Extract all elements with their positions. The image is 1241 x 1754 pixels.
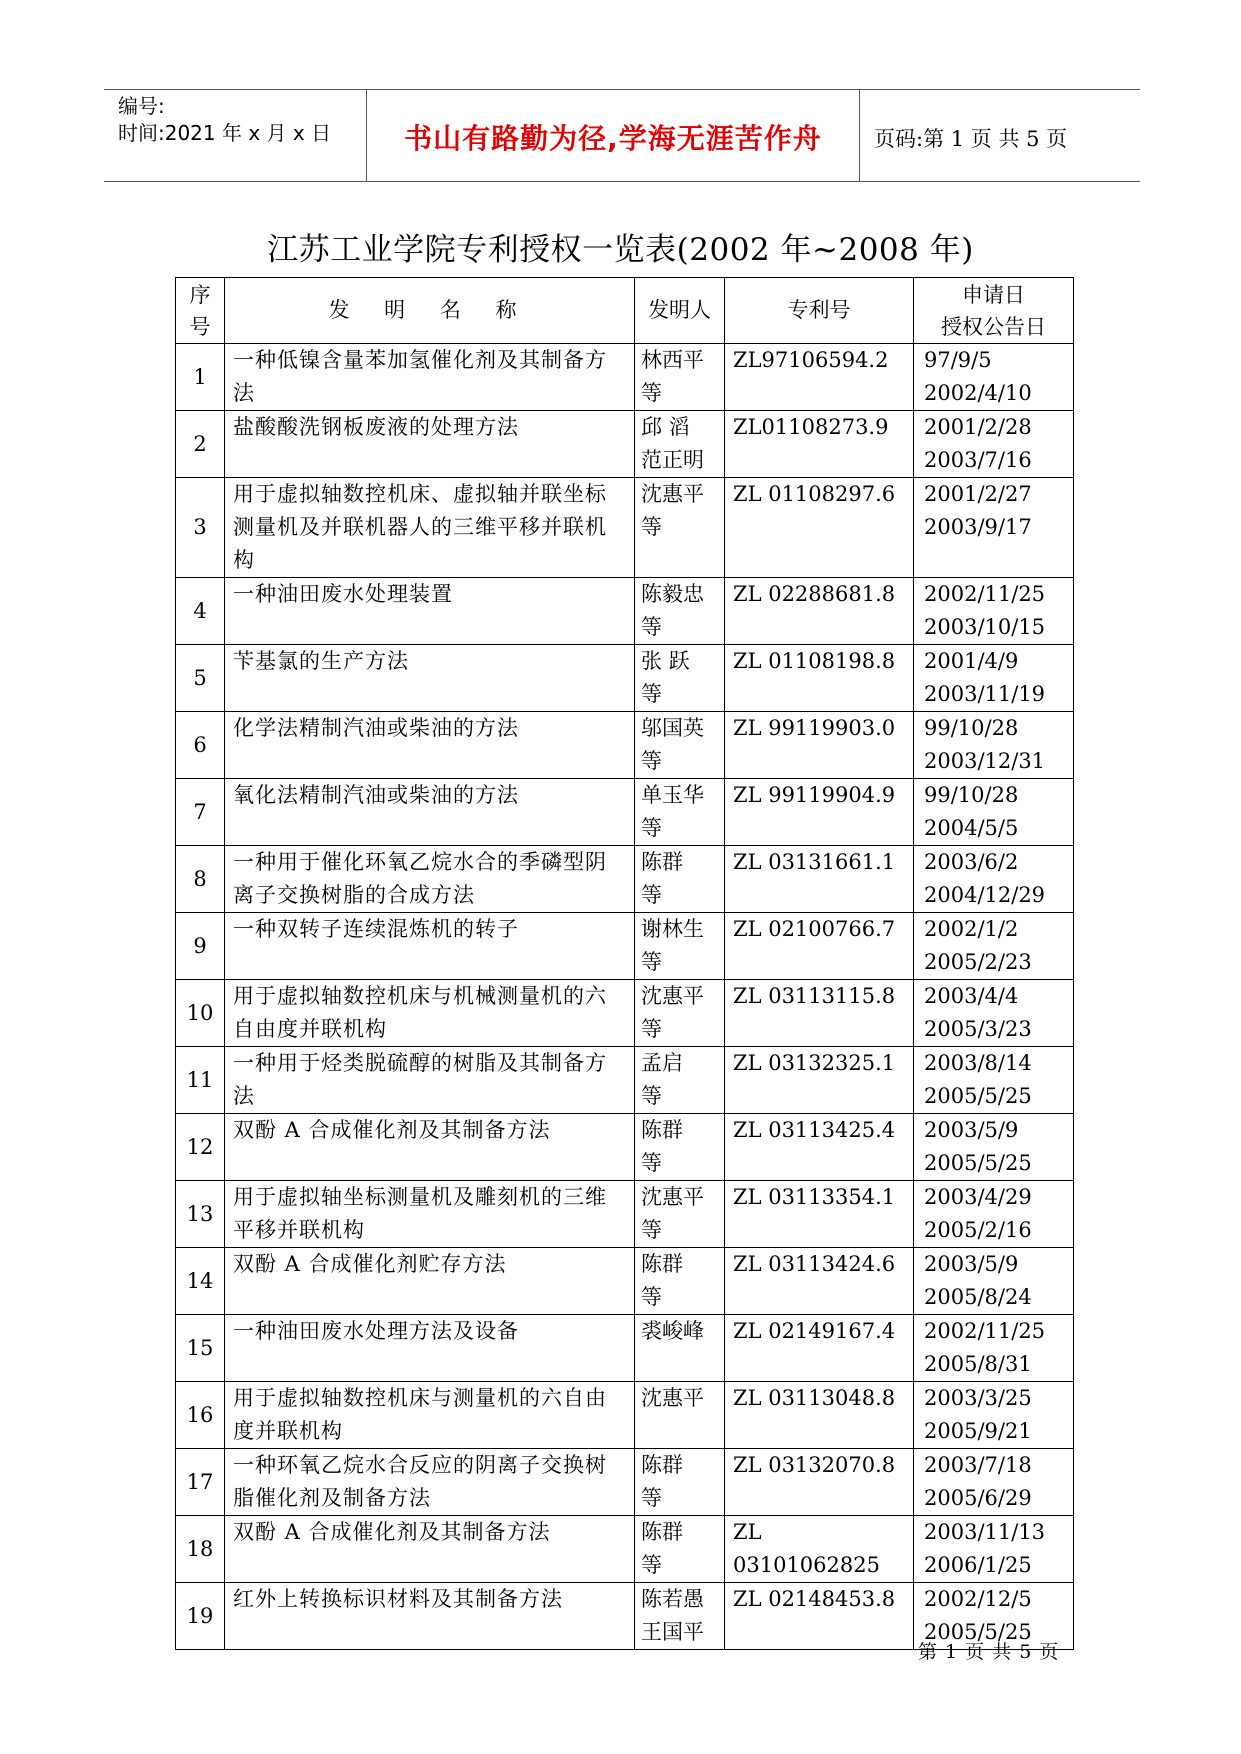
number-label: 编号: bbox=[118, 94, 165, 118]
cell-inventor: 孟启 等 bbox=[635, 1047, 725, 1114]
cell-inventor: 陈毅忠 等 bbox=[635, 578, 725, 645]
cell-name: 用于虚拟轴数控机床、虚拟轴并联坐标测量机及并联机器人的三维平移并联机构 bbox=[225, 478, 635, 578]
cell-patent-no: ZL 03113424.6 bbox=[725, 1248, 914, 1315]
header-name-label: 发 明 名 称 bbox=[328, 298, 531, 322]
header-name bbox=[225, 278, 635, 344]
table-row bbox=[176, 1047, 1074, 1114]
table-row bbox=[176, 1449, 1074, 1516]
cell-inventor: 裘峻峰 bbox=[635, 1315, 725, 1382]
cell-inventor: 单玉华 等 bbox=[635, 779, 725, 846]
table-row bbox=[176, 578, 1074, 645]
cell-name: 用于虚拟轴数控机床与测量机的六自由度并联机构 bbox=[225, 1382, 635, 1449]
cell-name: 一种环氧乙烷水合反应的阴离子交换树脂催化剂及制备方法 bbox=[225, 1449, 635, 1516]
cell-patent-no: ZL 03101062825 bbox=[725, 1516, 914, 1583]
cell-patent-no: ZL 99119903.0 bbox=[725, 712, 914, 779]
header-divider bbox=[859, 90, 860, 182]
cell-patent-no: ZL 03113425.4 bbox=[725, 1114, 914, 1181]
cell-no: 2 bbox=[176, 411, 225, 478]
table-row bbox=[176, 1248, 1074, 1315]
cell-name: 一种用于烃类脱硫醇的树脂及其制备方法 bbox=[225, 1047, 635, 1114]
cell-patent-no: ZL 01108198.8 bbox=[725, 645, 914, 712]
cell-inventor: 陈群 等 bbox=[635, 1248, 725, 1315]
header-no: 序 号 bbox=[176, 278, 225, 344]
table-row bbox=[176, 478, 1074, 578]
cell-dates: 2003/8/14 2005/5/25 bbox=[914, 1047, 1074, 1114]
cell-patent-no: ZL 03113048.8 bbox=[725, 1382, 914, 1449]
cell-name: 双酚 A 合成催化剂及其制备方法 bbox=[225, 1516, 635, 1583]
cell-patent-no: ZL 03131661.1 bbox=[725, 846, 914, 913]
cell-dates: 2002/11/25 2005/8/31 bbox=[914, 1315, 1074, 1382]
cell-no: 14 bbox=[176, 1248, 225, 1315]
cell-dates: 2003/11/13 2006/1/25 bbox=[914, 1516, 1074, 1583]
table-row bbox=[176, 1516, 1074, 1583]
table-row bbox=[176, 913, 1074, 980]
cell-name: 用于虚拟轴坐标测量机及雕刻机的三维平移并联机构 bbox=[225, 1181, 635, 1248]
table-row bbox=[176, 411, 1074, 478]
cell-patent-no: ZL 02100766.7 bbox=[725, 913, 914, 980]
header-inventor: 发明人 bbox=[635, 278, 725, 344]
cell-patent-no: ZL 02149167.4 bbox=[725, 1315, 914, 1382]
cell-name: 一种油田废水处理方法及设备 bbox=[225, 1315, 635, 1382]
table-row bbox=[176, 1181, 1074, 1248]
cell-inventor: 张 跃 等 bbox=[635, 645, 725, 712]
header-patent-no: 专利号 bbox=[725, 278, 914, 344]
cell-inventor: 林西平 等 bbox=[635, 344, 725, 411]
cell-no: 13 bbox=[176, 1181, 225, 1248]
cell-patent-no: ZL 01108297.6 bbox=[725, 478, 914, 578]
cell-patent-no: ZL 03132070.8 bbox=[725, 1449, 914, 1516]
table-row bbox=[176, 712, 1074, 779]
cell-dates: 2003/6/2 2004/12/29 bbox=[914, 846, 1074, 913]
header-dates: 申请日 授权公告日 bbox=[914, 278, 1074, 344]
cell-dates: 2002/11/25 2003/10/15 bbox=[914, 578, 1074, 645]
cell-no: 15 bbox=[176, 1315, 225, 1382]
cell-inventor: 陈群 等 bbox=[635, 846, 725, 913]
cell-dates: 2001/2/28 2003/7/16 bbox=[914, 411, 1074, 478]
cell-inventor: 沈惠平 等 bbox=[635, 980, 725, 1047]
cell-no: 9 bbox=[176, 913, 225, 980]
cell-inventor: 邬国英 等 bbox=[635, 712, 725, 779]
cell-no: 17 bbox=[176, 1449, 225, 1516]
cell-inventor: 陈群 等 bbox=[635, 1449, 725, 1516]
header-page-label: 页码:第 1 页 共 5 页 bbox=[874, 127, 1068, 151]
cell-inventor: 沈惠平 等 bbox=[635, 478, 725, 578]
document-title: 江苏工业学院专利授权一览表(2002 年~2008 年) bbox=[267, 232, 974, 268]
cell-inventor: 沈惠平 bbox=[635, 1382, 725, 1449]
cell-dates: 2003/5/9 2005/8/24 bbox=[914, 1248, 1074, 1315]
cell-patent-no: ZL 02148453.8 bbox=[725, 1583, 914, 1650]
cell-no: 5 bbox=[176, 645, 225, 712]
cell-name: 红外上转换标识材料及其制备方法 bbox=[225, 1583, 635, 1650]
cell-patent-no: ZL01108273.9 bbox=[725, 411, 914, 478]
cell-patent-no: ZL97106594.2 bbox=[725, 344, 914, 411]
cell-no: 12 bbox=[176, 1114, 225, 1181]
cell-no: 10 bbox=[176, 980, 225, 1047]
cell-dates: 2003/5/9 2005/5/25 bbox=[914, 1114, 1074, 1181]
cell-dates: 2002/1/2 2005/2/23 bbox=[914, 913, 1074, 980]
cell-dates: 2001/2/27 2003/9/17 bbox=[914, 478, 1074, 578]
cell-name: 用于虚拟轴数控机床与机械测量机的六自由度并联机构 bbox=[225, 980, 635, 1047]
cell-name: 盐酸酸洗钢板废液的处理方法 bbox=[225, 411, 635, 478]
time-label: 时间:2021 年 x 月 x 日 bbox=[118, 121, 332, 145]
cell-inventor: 陈群 等 bbox=[635, 1516, 725, 1583]
cell-patent-no: ZL 02288681.8 bbox=[725, 578, 914, 645]
cell-name: 苄基氯的生产方法 bbox=[225, 645, 635, 712]
patent-table bbox=[175, 277, 1074, 1650]
cell-name: 氧化法精制汽油或柴油的方法 bbox=[225, 779, 635, 846]
cell-inventor: 陈若愚 王国平 bbox=[635, 1583, 725, 1650]
cell-inventor: 谢林生 等 bbox=[635, 913, 725, 980]
cell-dates: 99/10/28 2003/12/31 bbox=[914, 712, 1074, 779]
cell-no: 4 bbox=[176, 578, 225, 645]
table-row bbox=[176, 846, 1074, 913]
cell-dates: 2003/4/4 2005/3/23 bbox=[914, 980, 1074, 1047]
cell-no: 18 bbox=[176, 1516, 225, 1583]
header-meta bbox=[118, 93, 331, 147]
cell-patent-no: ZL 03132325.1 bbox=[725, 1047, 914, 1114]
cell-name: 双酚 A 合成催化剂及其制备方法 bbox=[225, 1114, 635, 1181]
cell-no: 1 bbox=[176, 344, 225, 411]
cell-name: 一种低镍含量苯加氢催化剂及其制备方法 bbox=[225, 344, 635, 411]
cell-patent-no: ZL 99119904.9 bbox=[725, 779, 914, 846]
cell-no: 8 bbox=[176, 846, 225, 913]
table-row bbox=[176, 779, 1074, 846]
cell-name: 一种双转子连续混炼机的转子 bbox=[225, 913, 635, 980]
cell-dates: 2002/12/5 2005/5/25 bbox=[914, 1583, 1074, 1650]
cell-no: 19 bbox=[176, 1583, 225, 1650]
table-row bbox=[176, 645, 1074, 712]
cell-inventor: 沈惠平 等 bbox=[635, 1181, 725, 1248]
cell-name: 一种油田废水处理装置 bbox=[225, 578, 635, 645]
cell-no: 6 bbox=[176, 712, 225, 779]
table-row bbox=[176, 344, 1074, 411]
cell-dates: 2003/7/18 2005/6/29 bbox=[914, 1449, 1074, 1516]
cell-name: 化学法精制汽油或柴油的方法 bbox=[225, 712, 635, 779]
cell-dates: 97/9/5 2002/4/10 bbox=[914, 344, 1074, 411]
cell-dates: 2001/4/9 2003/11/19 bbox=[914, 645, 1074, 712]
page-footer: 第 1 页 共 5 页 bbox=[918, 1641, 1060, 1663]
cell-no: 7 bbox=[176, 779, 225, 846]
cell-no: 16 bbox=[176, 1382, 225, 1449]
cell-patent-no: ZL 03113354.1 bbox=[725, 1181, 914, 1248]
cell-dates: 99/10/28 2004/5/5 bbox=[914, 779, 1074, 846]
cell-inventor: 邱 滔 范正明 bbox=[635, 411, 725, 478]
cell-name: 双酚 A 合成催化剂贮存方法 bbox=[225, 1248, 635, 1315]
table-row bbox=[176, 980, 1074, 1047]
table-row bbox=[176, 1382, 1074, 1449]
table-header-row bbox=[176, 278, 1074, 344]
cell-no: 3 bbox=[176, 478, 225, 578]
header-motto: 书山有路勤为径,学海无涯苦作舟 bbox=[404, 122, 822, 155]
cell-inventor: 陈群 等 bbox=[635, 1114, 725, 1181]
cell-name: 一种用于催化环氧乙烷水合的季磷型阴离子交换树脂的合成方法 bbox=[225, 846, 635, 913]
table-row bbox=[176, 1315, 1074, 1382]
cell-dates: 2003/4/29 2005/2/16 bbox=[914, 1181, 1074, 1248]
cell-dates: 2003/3/25 2005/9/21 bbox=[914, 1382, 1074, 1449]
cell-patent-no: ZL 03113115.8 bbox=[725, 980, 914, 1047]
document-header bbox=[104, 89, 1140, 182]
table-row bbox=[176, 1114, 1074, 1181]
cell-no: 11 bbox=[176, 1047, 225, 1114]
